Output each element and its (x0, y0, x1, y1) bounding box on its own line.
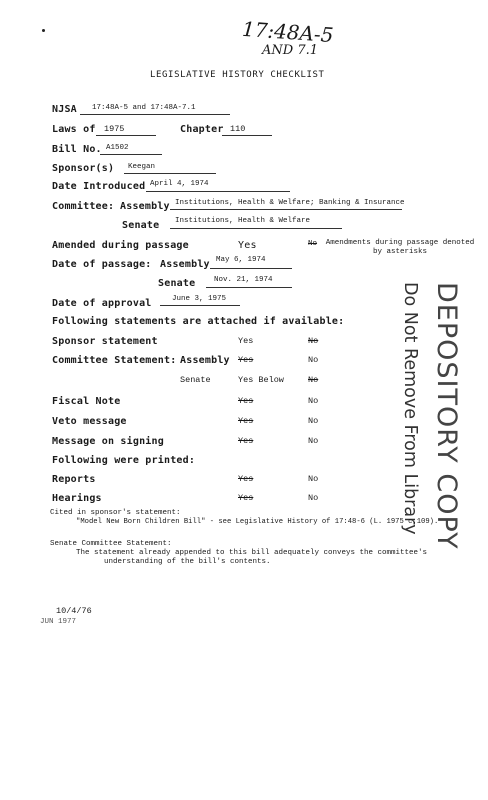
committee-assembly-label: Assembly (120, 201, 170, 212)
sponsor-value: Keegan (128, 163, 156, 171)
committee-statement-label: Committee Statement: (52, 355, 177, 366)
laws-value: 1975 (104, 124, 125, 134)
committee-senate-label: Senate (122, 220, 160, 231)
njsa-underline (80, 114, 230, 115)
njsa-value: 17:48A-5 and 17:48A-7.1 (92, 104, 196, 112)
passage-senate-label: Senate (158, 278, 196, 289)
veto-yes: Yes (238, 416, 254, 426)
sponsor-label: Sponsor(s) (52, 163, 115, 174)
amended-no: No (308, 240, 318, 248)
date-introduced-underline (146, 191, 290, 192)
handwritten-and: AND 7.1 (262, 43, 318, 58)
committee-label: Committee: (52, 201, 115, 212)
footer-date: 10/4/76 (56, 606, 92, 616)
committee-senate-value: Institutions, Health & Welfare (175, 217, 311, 225)
committee-statement-assembly-no: No (308, 355, 319, 365)
bill-value: A1502 (106, 144, 129, 152)
cited-heading: Cited in sponsor's statement: (50, 509, 181, 517)
signing-yes: Yes (238, 436, 254, 446)
sponsor-underline (124, 173, 216, 174)
committee-assembly-underline (170, 209, 402, 210)
chapter-value: 110 (230, 124, 246, 134)
handwritten-statute: 17:48A-5 (241, 16, 335, 48)
footer-stamp: JUN 1977 (40, 618, 77, 626)
cited-text: "Model New Born Children Bill" - see Legislative History of 17:48-6 (L. 1975 c.109). (76, 518, 439, 526)
approval-date: June 3, 1975 (172, 295, 227, 303)
amended-yes: Yes (238, 240, 257, 251)
committee-statement-senate-yes: Yes Below (238, 375, 284, 385)
date-passage-label: Date of passage: (52, 259, 152, 270)
sponsor-statement-no: No (308, 336, 319, 346)
senate-statement-heading: Senate Committee Statement: (50, 540, 172, 548)
reports-no: No (308, 474, 319, 484)
depository-copy-stamp: DEPOSITORY COPY (431, 282, 462, 550)
approval-underline (160, 305, 240, 306)
date-introduced-label: Date Introduced (52, 181, 146, 192)
bill-label: Bill No. (52, 144, 102, 155)
signing-no: No (308, 436, 319, 446)
reports-yes: Yes (238, 474, 254, 484)
committee-statement-assembly: Assembly (180, 355, 230, 366)
passage-senate-date: Nov. 21, 1974 (214, 276, 273, 284)
statements-heading: Following statements are attached if available: (52, 316, 345, 327)
veto-no: No (308, 416, 319, 426)
signing-label: Message on signing (52, 436, 164, 447)
page-title: LEGISLATIVE HISTORY CHECKLIST (150, 70, 325, 80)
njsa-label: NJSA (52, 104, 77, 115)
fiscal-note-no: No (308, 396, 319, 406)
approval-label: Date of approval (52, 298, 152, 309)
chapter-underline (222, 135, 272, 136)
passage-assembly-label: Assembly (160, 259, 210, 270)
committee-statement-assembly-yes: Yes (238, 355, 254, 365)
date-introduced-value: April 4, 1974 (150, 180, 209, 188)
sponsor-statement-yes: Yes (238, 336, 254, 346)
committee-statement-senate: Senate (180, 375, 211, 385)
fiscal-note-label: Fiscal Note (52, 396, 121, 407)
scan-speck (42, 29, 45, 32)
committee-senate-underline (170, 228, 342, 229)
sponsor-statement-label: Sponsor statement (52, 336, 158, 347)
do-not-remove-stamp: Do Not Remove From Library (400, 282, 420, 535)
reports-label: Reports (52, 474, 96, 485)
passage-assembly-underline (210, 268, 292, 269)
passage-assembly-date: May 6, 1974 (216, 256, 266, 264)
amended-label: Amended during passage (52, 240, 189, 251)
committee-assembly-value: Institutions, Health & Welfare; Banking & Insurance (175, 199, 405, 207)
hearings-label: Hearings (52, 493, 102, 504)
bill-underline (100, 154, 162, 155)
passage-senate-underline (206, 287, 292, 288)
committee-statement-senate-no: No (308, 375, 319, 385)
laws-underline (96, 135, 156, 136)
hearings-yes: Yes (238, 493, 254, 503)
fiscal-note-yes: Yes (238, 396, 254, 406)
hearings-no: No (308, 493, 319, 503)
senate-statement-text-2: understanding of the bill's contents. (104, 558, 271, 566)
printed-heading: Following were printed: (52, 455, 196, 466)
chapter-label: Chapter (180, 124, 224, 135)
senate-statement-text-1: The statement already appended to this bill adequately conveys the committee's (76, 549, 428, 557)
laws-label: Laws of (52, 124, 96, 135)
amendment-note: Amendments during passage denoted by asterisks (325, 239, 475, 256)
veto-label: Veto message (52, 416, 127, 427)
